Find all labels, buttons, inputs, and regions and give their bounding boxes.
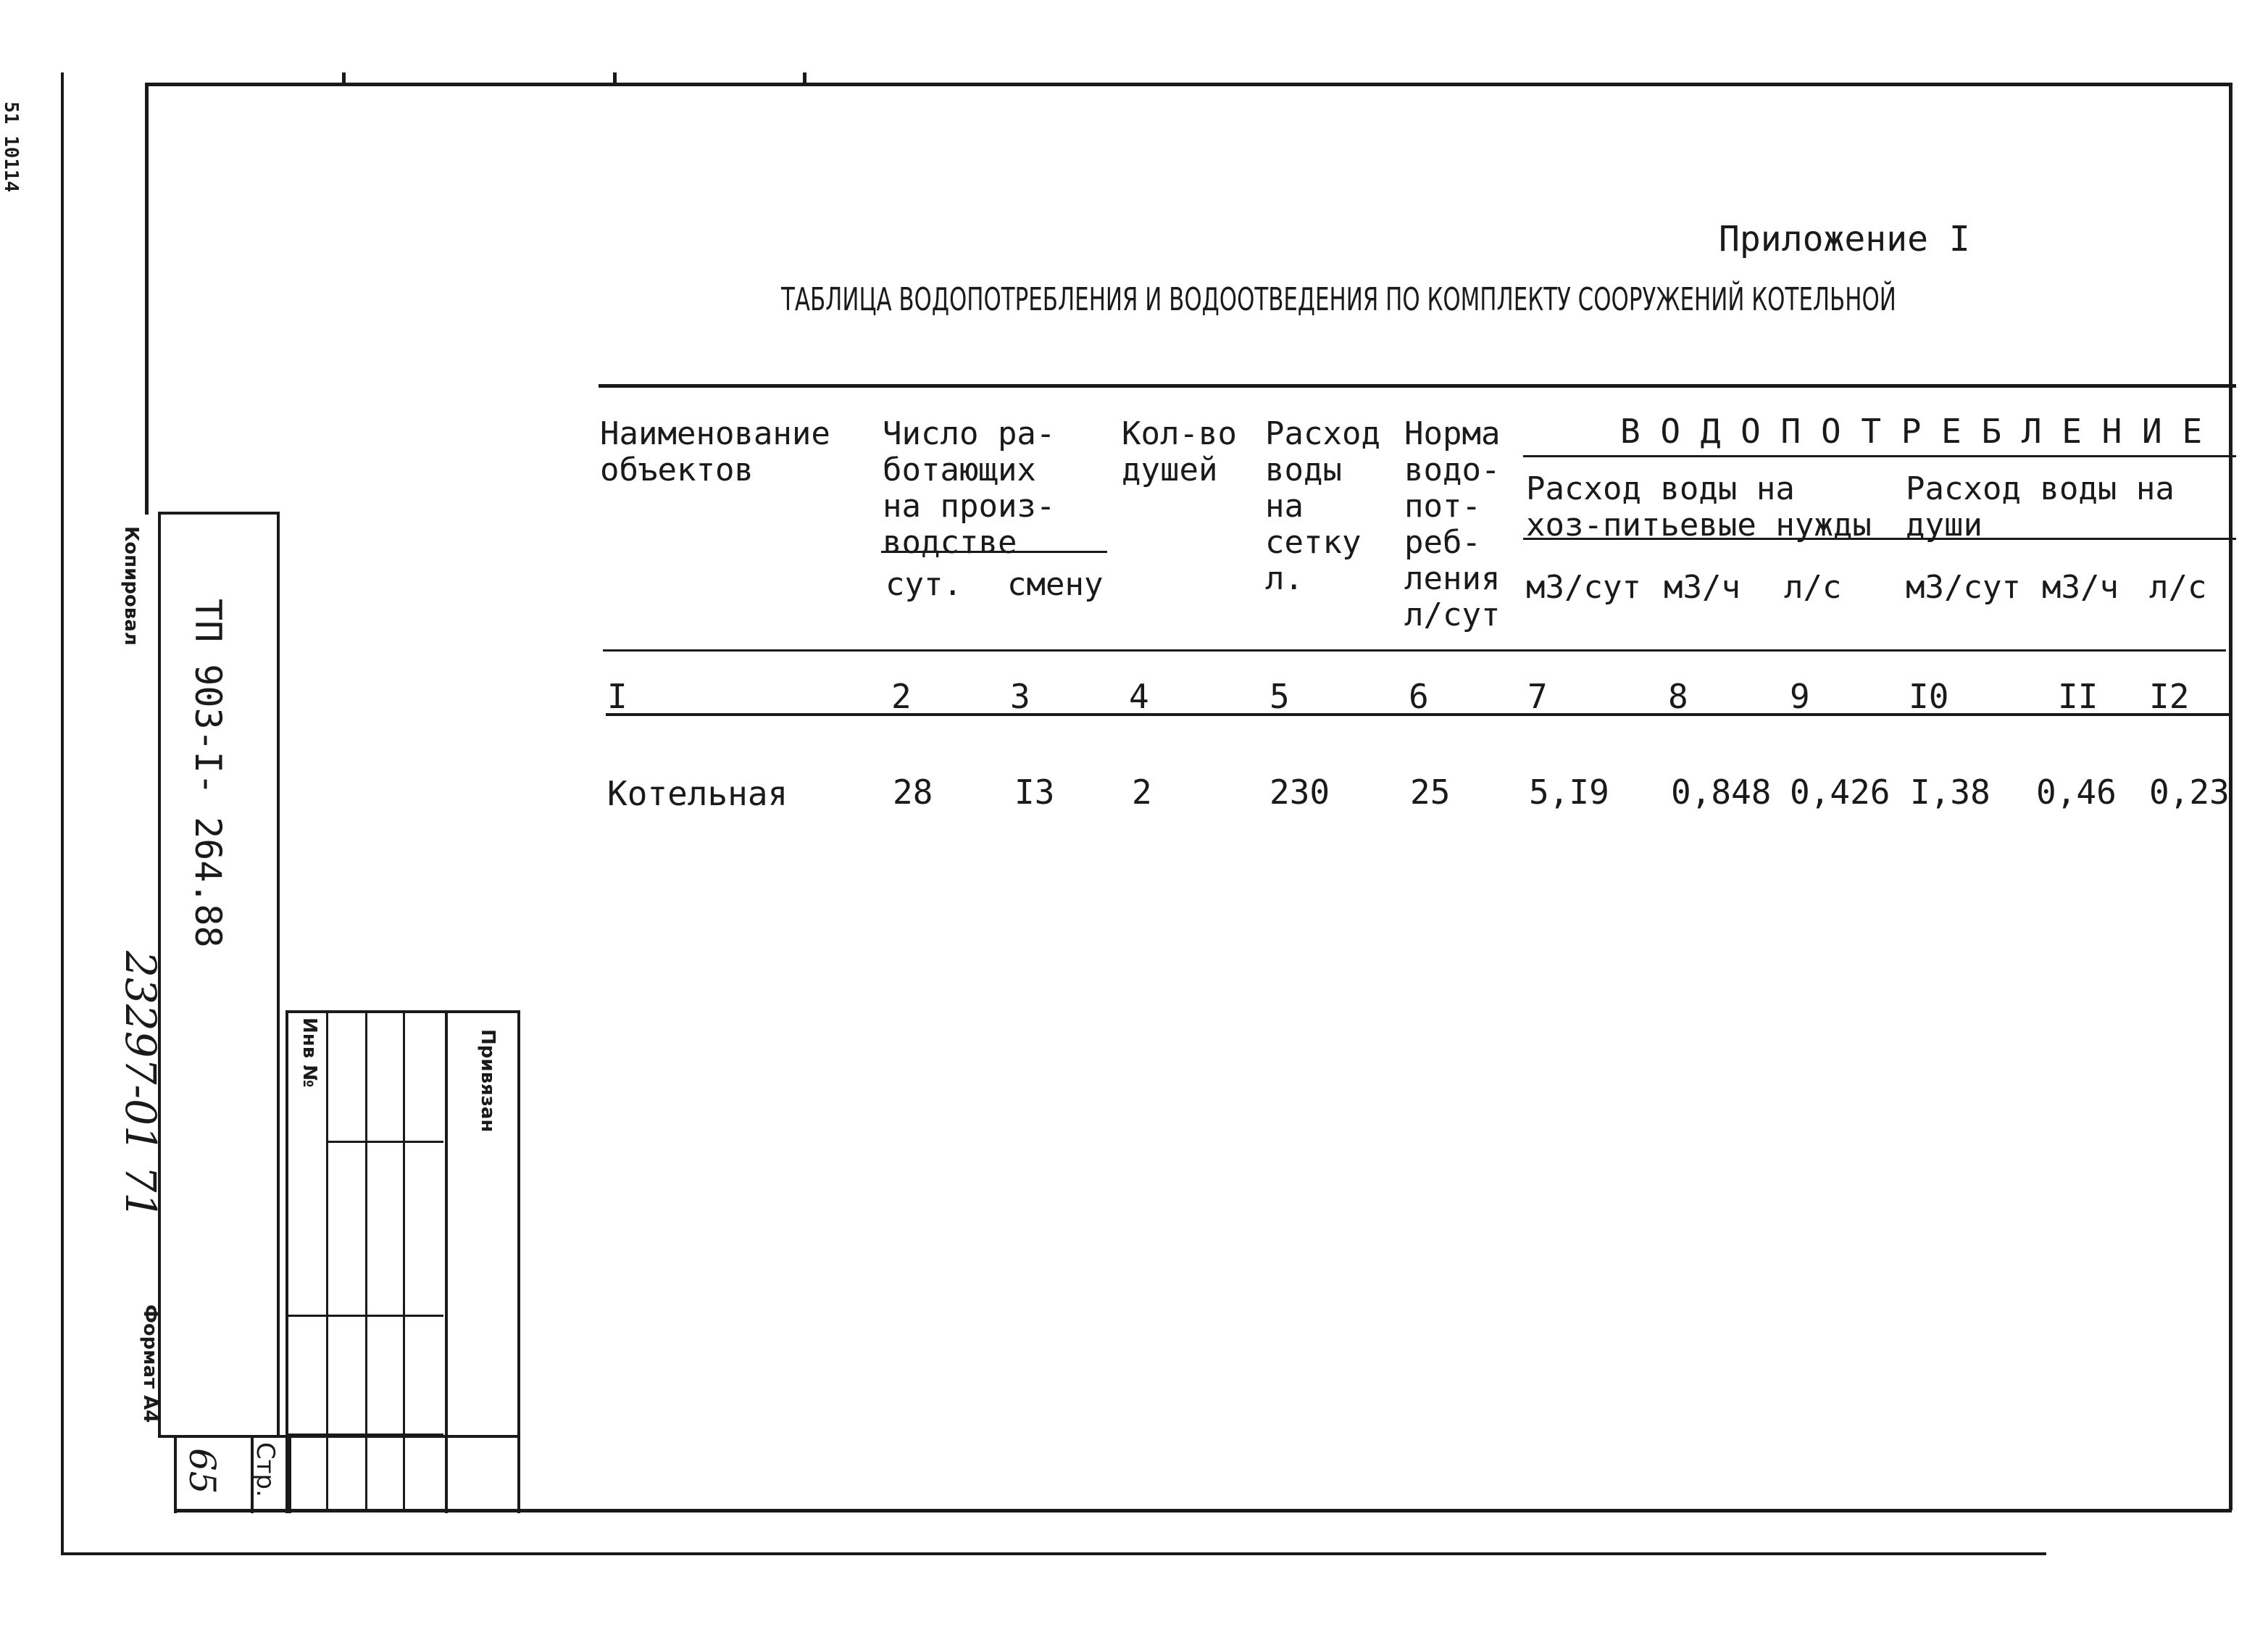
unit-label: л/с	[2149, 569, 2207, 606]
unit-label: м3/сут	[1906, 569, 2021, 606]
row-cell: 0,46	[2036, 773, 2117, 812]
column-number: 6	[1409, 677, 1429, 716]
column-number: 5	[1270, 677, 1290, 716]
format-label: Формат А4	[139, 1304, 161, 1423]
unit-label: м3/ч	[1664, 569, 1740, 606]
row-cell: 2	[1132, 773, 1152, 812]
column-number: 7	[1527, 677, 1548, 716]
header-name: Наименование объектов	[600, 415, 830, 488]
column-number: 9	[1790, 677, 1810, 716]
header-sub-showers: Расход воды на души	[1906, 470, 2175, 544]
column-number: I	[607, 677, 628, 716]
header-workers-shift: смену	[1007, 566, 1104, 603]
inv-no-label: Инв №	[299, 1018, 320, 1088]
header-bottom-line	[603, 649, 2226, 652]
row-cell: 0,848	[1671, 773, 1772, 812]
row-name: Котельная	[607, 774, 788, 813]
header-norm: Норма водо- пот- реб- ления л/сут	[1404, 415, 1501, 633]
header-workers-day: сут.	[885, 566, 962, 603]
appendix-label: Приложение I	[1719, 219, 1970, 259]
page-number: 65	[181, 1448, 223, 1494]
handwritten-number: 23297-01 71	[116, 951, 165, 1220]
stamp-grid-row	[288, 1315, 443, 1317]
page-label: Стр.	[251, 1442, 280, 1497]
row-cell: 28	[893, 773, 933, 812]
row-cell: 0,426	[1790, 773, 1890, 812]
margin-code: 51 10114	[0, 101, 22, 193]
column-number: 2	[891, 677, 912, 716]
doc-number: ТП 903-I- 264.88	[187, 599, 229, 948]
unit-label: м3/сут	[1526, 569, 1641, 606]
column-number: I2	[2149, 677, 2190, 716]
kopiroval-label: Копировал	[120, 526, 142, 646]
stamp-divider	[174, 1435, 177, 1513]
unit-label: м3/ч	[2042, 569, 2119, 606]
privyazan-label: Привязан	[477, 1029, 499, 1133]
row-cell: 230	[1270, 773, 1330, 812]
header-group: В О Д О П О Т Р Е Б Л Е Н И Е	[1620, 412, 2203, 451]
header-workers: Число ра- ботающих на произ- водстве	[883, 415, 1056, 561]
column-number: I0	[1909, 677, 1949, 716]
column-number: 4	[1129, 677, 1149, 716]
header-sub-household: Расход воды на хоз-питьевые нужды	[1526, 470, 1872, 544]
table-top-line	[599, 384, 2236, 388]
column-number: 8	[1668, 677, 1688, 716]
row-cell: 25	[1410, 773, 1451, 812]
column-number: II	[2058, 677, 2098, 716]
page-title: ТАБЛИЦА ВОДОПОТРЕБЛЕНИЯ И ВОДООТВЕДЕНИЯ ПО КОМПЛЕКТУ СООРУЖЕНИЙ КОТЕЛЬНОЙ	[781, 281, 1896, 318]
row-cell: I,38	[1910, 773, 1990, 812]
stamp-grid-row	[288, 1433, 443, 1436]
header-flow-net: Расход воды на сетку л.	[1265, 415, 1380, 597]
stamp-grid-row	[326, 1141, 443, 1143]
unit-label: л/с	[1784, 569, 1842, 606]
row-cell: 5,I9	[1529, 773, 1609, 812]
row-cell: 0,23	[2149, 773, 2230, 812]
group-underline	[1523, 455, 2236, 457]
column-number: 3	[1010, 677, 1030, 716]
header-showers: Кол-во душей	[1122, 415, 1237, 488]
row-cell: I3	[1014, 773, 1055, 812]
